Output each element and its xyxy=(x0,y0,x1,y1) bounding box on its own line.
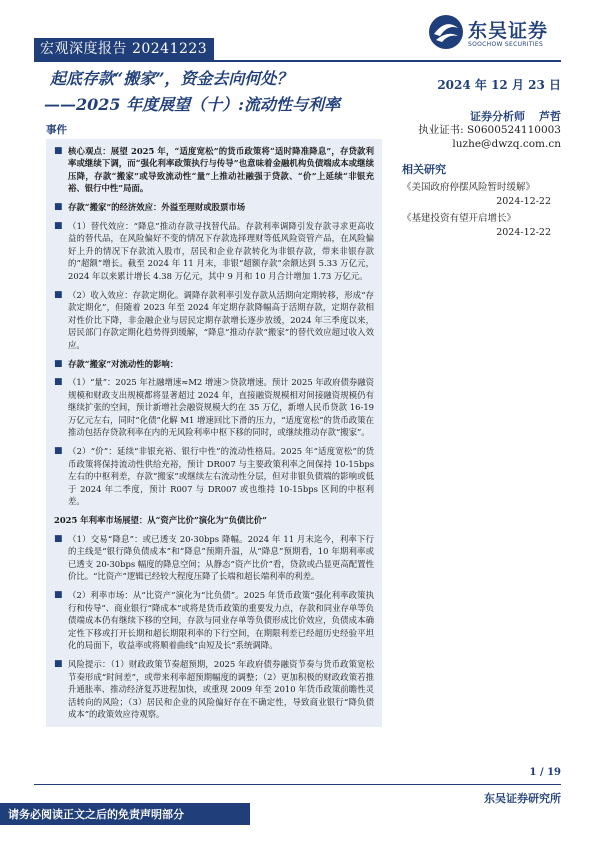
company-logo xyxy=(428,14,568,52)
footer-organization: 东吴证券研究所 xyxy=(484,792,561,805)
disclaimer-text: 请务必阅读正文之后的免责声明部分 xyxy=(8,808,184,821)
section1-para2: ■ （2）收入效应：存款定期化。调降存款利率引发存款从活期向定期转移，形成“存款定期化”，但随着 2023 年至 2024 年定期存款降幅高于活期存款，定期存款相对性价比下降，非金融企业与居民定期存款增长逐步放缓，2024 年三季度以来，居民部门存款定期化趋势得到缓解，“降息”推动存款“搬家”的替代效应超过收入效应。 xyxy=(54,289,374,352)
report-date: 2024 年 12 月 23 日 xyxy=(437,78,561,92)
related-research-title: 相关研究 xyxy=(402,163,446,176)
analyst-cert: 执业证书: S0600524110003 xyxy=(418,124,561,136)
analyst-email[interactable]: luzhe@dwzq.com.cn xyxy=(452,138,561,150)
logo-english: SOOCHOW SECURITIES xyxy=(468,41,544,48)
logo-mark-icon xyxy=(428,14,464,50)
summary-box xyxy=(46,139,382,727)
related-item[interactable]: 《基建投资有望开启增长》 xyxy=(402,213,517,224)
section2-para2: ■ （2）“价”：延续“非银充裕、银行中性”的流动性格局。2025 年“适度宽松”的货币政策将保持流动性供给充裕，预计 DR007 与主要政策利率之间保持 10-15bps 左右的中枢利差，存款“搬家”或继续左右流动性分层，但对非银负债端的影响或低于 2024 年二季度，预计 R007 与 DR007 或也维持 10-15bps 区间的中枢利差。 xyxy=(54,445,374,508)
analyst-name: 芦哲 xyxy=(539,110,561,123)
risk-warning: ■ 风险提示：（1）财政政策节奏超预期，2025 年政府债券融资节奏与货币政策宽松节奏形成“时间差”，或带来利率超预期幅度的调整；（2）更加积极的财政政策若推升通胀率、推动经济复苏进程加快，或重现 2009 年至 2010 年货币政策前瞻性灵活转向的风险；（3）居民和企业的风险偏好存在不确定性，导致商业银行“降负债成本”的政策效应待观察。 xyxy=(54,658,374,721)
section3-para1: ■ （1）交易“降息”：或已透支 20-30bps 降幅。2024 年 11 月末迄今，利率下行的主线是“银行降负债成本”和“降息”预期升温，从“降息”预期看，10 年期利率或已透支 20-30bps 幅度的降息空间；从静态“资产比价”看，贷款或凸显更高配置性价比。“比资产”逻辑已经较大程度压降了长端和超长端利率的利差。 xyxy=(54,533,374,583)
section2-para1: ■ （1）“量”：2025 年社融增速≈M2 增速＞贷款增速。预计 2025 年政府债券融资规模和财政支出规模都将显著超过 2024 年，直接融资规模相对间接融资规模仍有继续扩张的空间，预计新增社会融资规模大约在 35 万亿，新增人民币贷款 16-19 万亿元左右，同时“化债”化解 M1 增速回比下滑的压力，“适度宽松”的货币政策在推动包括存贷款利率在内的无风险利率中枢下移的同时，或继续推动存款“搬家”。 xyxy=(54,376,374,439)
report-title: 起底存款“搬家”，资金去向何处？ xyxy=(50,69,293,88)
core-view: ■ 核心观点：展望 2025 年，“适度宽松”的货币政策将“适时降准降息”，存贷款利率或继续下调，而“强化利率政策执行与传导”也意味着金融机构负债端成本或继续压降，存款“搬家”或导致流动性“量”上推动社融强于贷款、“价”上延续“非银充裕、银行中性”局面。 xyxy=(54,145,374,195)
section3-para2: ■ （2）利率市场：从“比资产”演化为“比负债”。2025 年货币政策“强化利率政策执行和传导”、商业银行“降成本”或将是货币政策的重要发力点，存款和同业存单等负债端成本仍有继续下移的空间，存款与同业存单等负债形成比价效应，负债成本确定性下移或打开长期和超长期限利率的下行空间，在期限利差已经超历史经验平坦化的局面下，收益率或将顺着曲线“由短及长”系统调降。 xyxy=(54,589,374,652)
page-number: 1 / 19 xyxy=(529,767,561,778)
logo-name: 东吴证券 xyxy=(468,20,549,42)
related-item-date: 2024-12-22 xyxy=(496,227,551,238)
report-subtitle: ——2025 年度展望（十）:流动性与利率 xyxy=(44,95,341,114)
related-item[interactable]: 《美国政府停摆风险暂时缓解》 xyxy=(402,182,536,193)
report-type-label: 宏观深度报告 20241223 xyxy=(40,41,208,57)
report-type-banner xyxy=(34,38,214,60)
disclaimer-banner[interactable] xyxy=(0,803,250,825)
related-item-date: 2024-12-22 xyxy=(496,196,551,207)
event-heading: 事件 xyxy=(46,124,67,136)
section2-title: ■ 存款“搬家”对流动性的影响： xyxy=(54,358,374,371)
section1-title: ■ 存款“搬家”的经济效应：外溢至理财或股票市场 xyxy=(54,201,374,214)
section3-title: 2025 年利率市场展望：从“资产比价”演化为“负债比价” xyxy=(54,515,267,526)
header-divider xyxy=(34,60,561,62)
analyst-role: 证券分析师 xyxy=(470,110,525,123)
footer-divider xyxy=(34,784,561,785)
section1-para1: ■ （1）替代效应：“降息”推动存款寻找替代品。存款利率调降引发存款寻求更高收益的替代品，在风险偏好不变的情况下存款选择理财等低风险资管产品，在风险偏好上升的情况下存款流入股市，居民和企业存款转化为非银存款，带来非银存款的“超额”增长。截至 2024 年 11 月末，非银“超额存款”余额达到 5.33 万亿元，2024 年以来累计增长 4.38 万亿元，其中 9 月和 10 月合计增加 1.73 万亿元。 xyxy=(54,220,374,283)
main-content xyxy=(46,124,382,727)
